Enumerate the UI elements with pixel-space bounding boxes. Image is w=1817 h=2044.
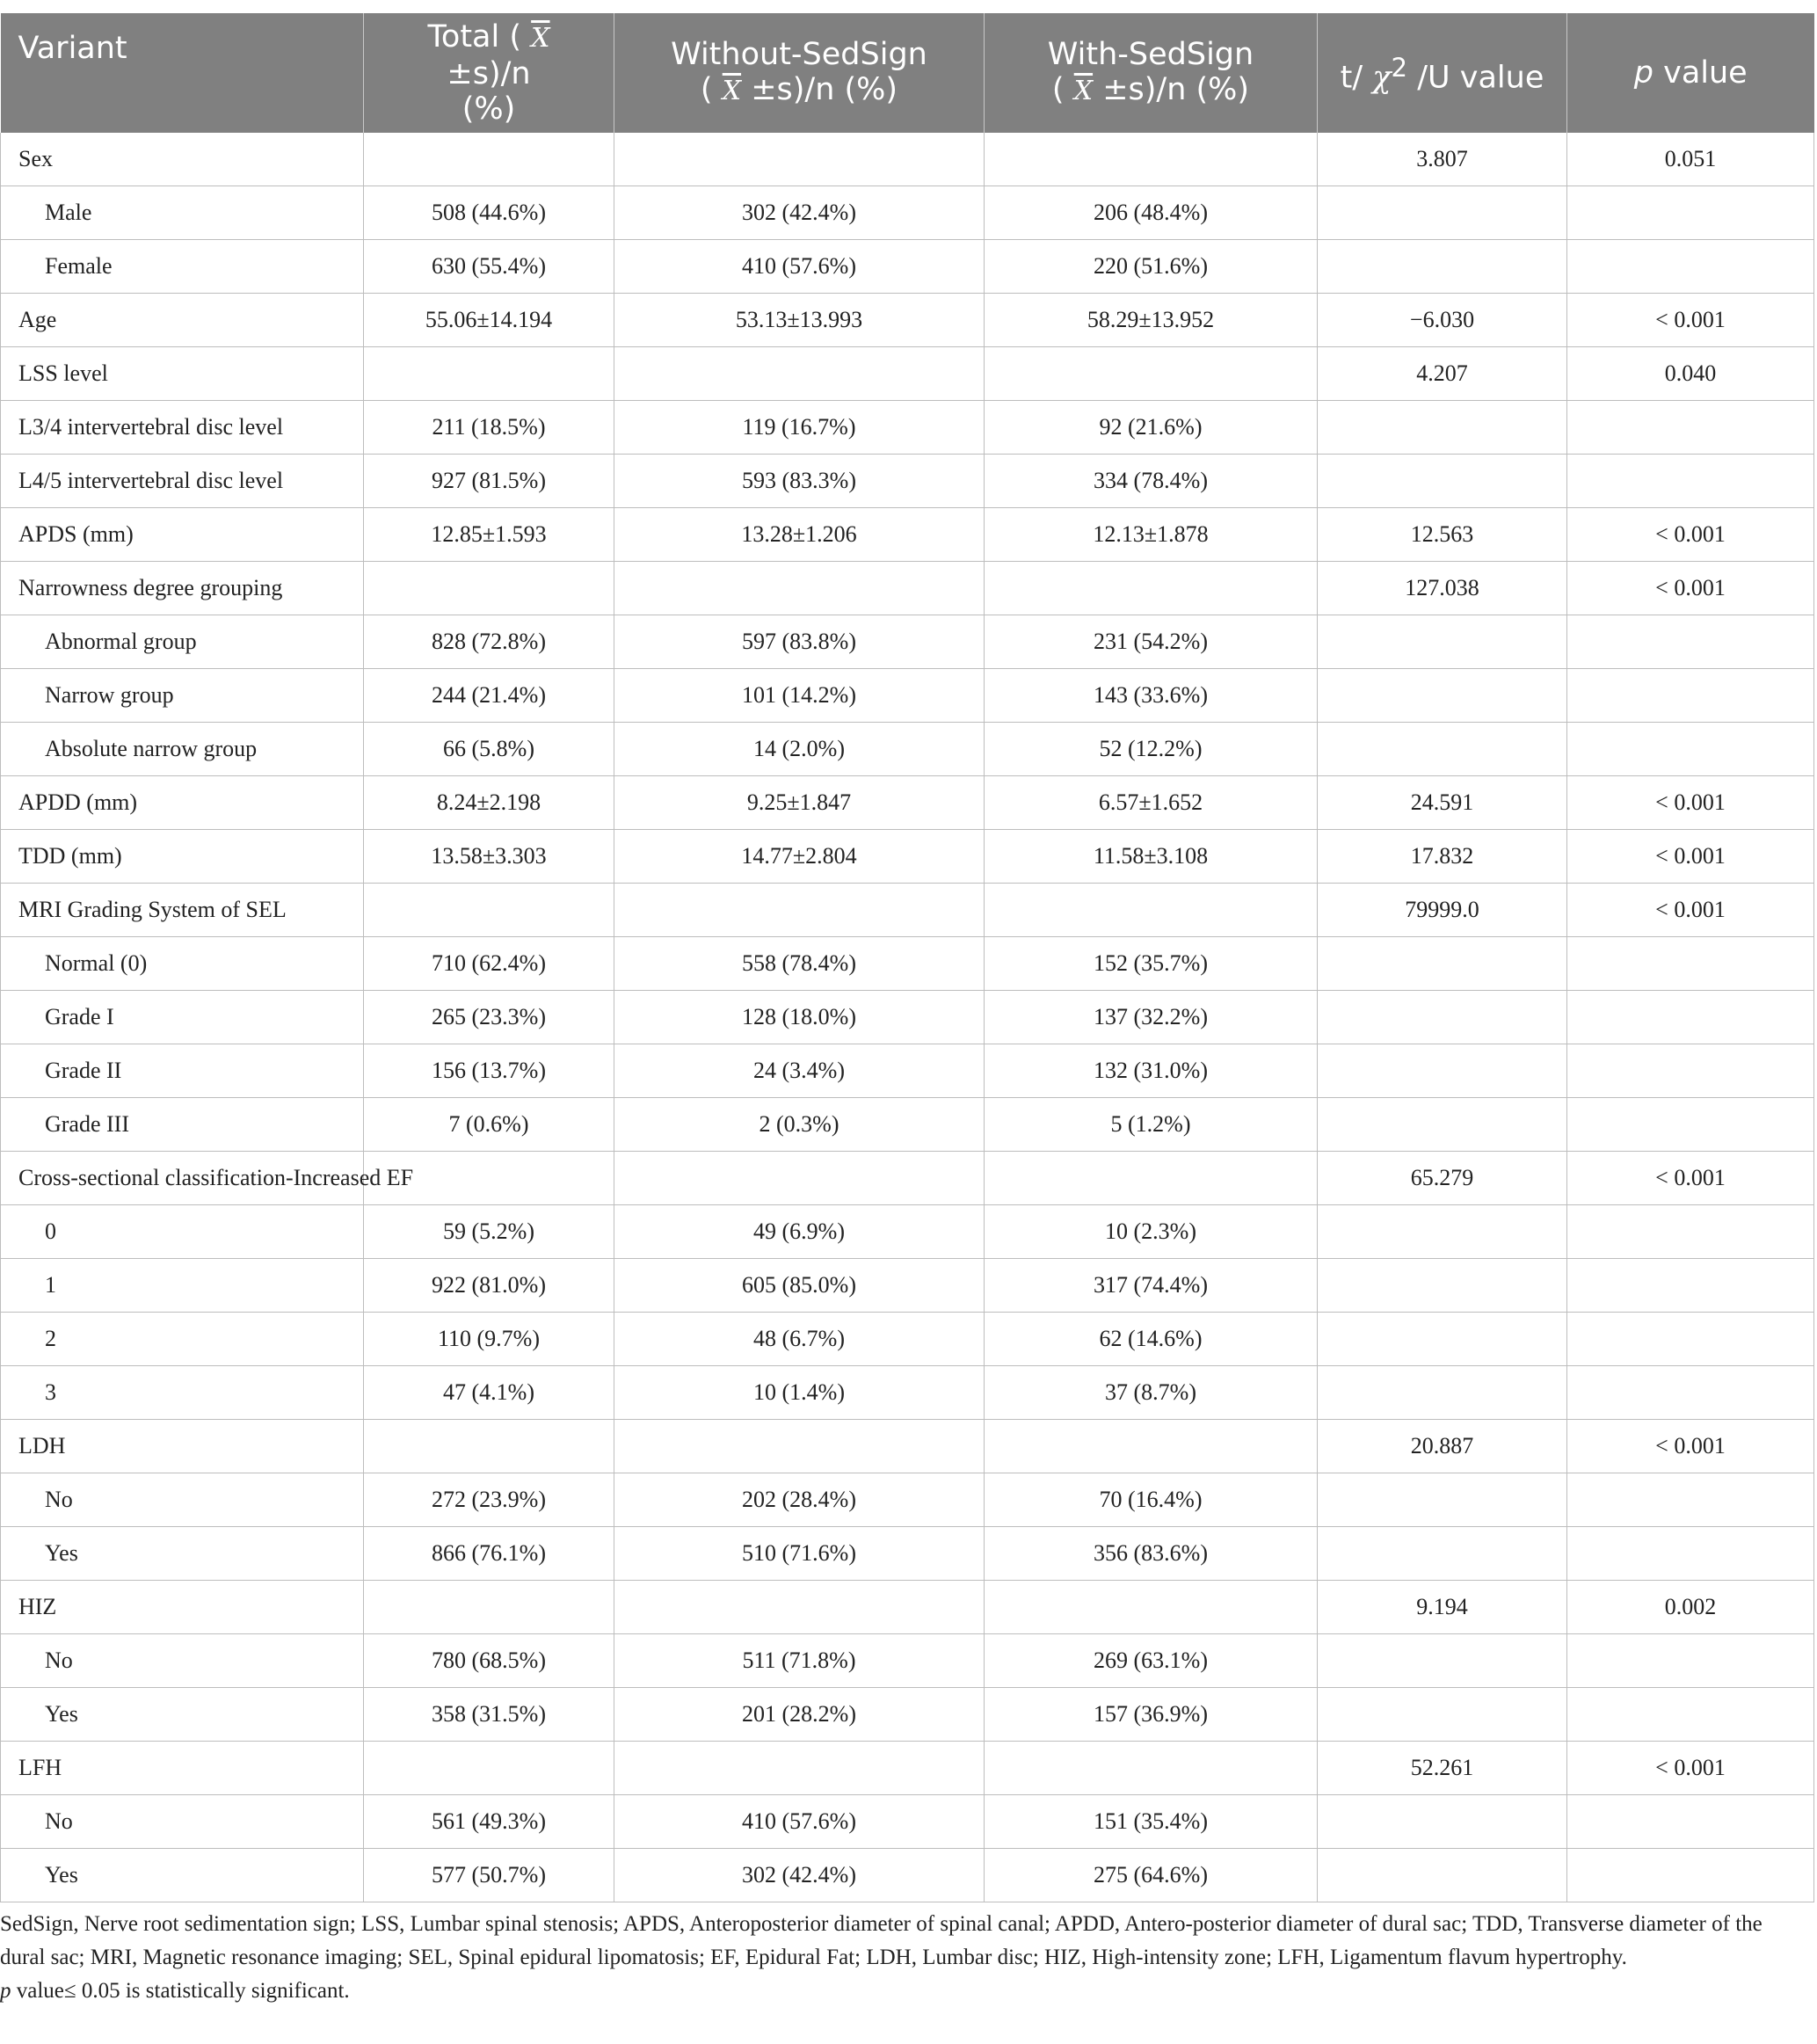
cell-with-sedsign: 206 (48.4%) [985,186,1318,240]
cell-statistic [1318,1688,1567,1742]
cell-variant: HIZ [1,1581,364,1634]
cell-p-value [1567,723,1814,776]
table-row [1,1098,1814,1152]
table-row [1,669,1814,723]
abbreviations-note: SedSign, Nerve root sedimentation sign; LSS, Lumbar spinal stenosis; APDS, Anteroposterior diameter of spinal canal; APDD, Antero-posterior diameter of dural sac; TDD, Transverse diameter of the dural sac; MRI, Magnetic resonance imaging; SEL, Spinal epidural lipomatosis; EF, Epidural Fat; LDH, Lumbar disc; HIZ, High-intensity zone; LFH, Ligamentum flavum hypertrophy. [0,1912,1762,1969]
table-row [1,1313,1814,1366]
cell-variant: 1 [1,1259,364,1313]
header-p-italic: p [1633,55,1653,91]
cell-statistic: 12.563 [1318,508,1567,562]
cell-variant: 3 [1,1366,364,1420]
cell-variant: Narrow group [1,669,364,723]
cell-statistic [1318,240,1567,294]
cell-variant: Cross-sectional classification-Increased EF [1,1152,364,1205]
cell-statistic [1318,669,1567,723]
table-row [1,1420,1814,1473]
cell-total: 110 (9.7%) [364,1313,614,1366]
cell-p-value: 0.040 [1567,347,1814,401]
cell-without-sedsign: 302 (42.4%) [614,1849,985,1902]
cell-p-value [1567,1473,1814,1527]
cell-statistic [1318,1205,1567,1259]
cell-variant: No [1,1795,364,1849]
cell-variant: Normal (0) [1,937,364,991]
cell-variant: Grade I [1,991,364,1044]
cell-variant: TDD (mm) [1,830,364,884]
cell-p-value [1567,1044,1814,1098]
cell-variant: LFH [1,1742,364,1795]
cell-variant: Grade III [1,1098,364,1152]
cell-without-sedsign [614,562,985,615]
cell-statistic [1318,1634,1567,1688]
cell-statistic: 17.832 [1318,830,1567,884]
table-row [1,1795,1814,1849]
cell-with-sedsign: 70 (16.4%) [985,1473,1318,1527]
cell-total: 922 (81.0%) [364,1259,614,1313]
cell-statistic: 20.887 [1318,1420,1567,1473]
table-row [1,723,1814,776]
cell-with-sedsign: 10 (2.3%) [985,1205,1318,1259]
cell-total [364,1581,614,1634]
cell-without-sedsign: 202 (28.4%) [614,1473,985,1527]
table-row [1,615,1814,669]
cell-total: 156 (13.7%) [364,1044,614,1098]
cell-total [364,562,614,615]
cell-total: 47 (4.1%) [364,1366,614,1420]
table-header [1,13,1814,133]
cell-total [364,347,614,401]
cell-total: 59 (5.2%) [364,1205,614,1259]
cell-with-sedsign: 58.29±13.952 [985,294,1318,347]
cell-without-sedsign: 53.13±13.993 [614,294,985,347]
cell-without-sedsign: 410 (57.6%) [614,240,985,294]
cell-with-sedsign: 52 (12.2%) [985,723,1318,776]
cell-statistic [1318,1044,1567,1098]
cell-p-value: < 0.001 [1567,562,1814,615]
cell-statistic [1318,991,1567,1044]
header-with-sedsign [985,13,1318,133]
cell-variant: Male [1,186,364,240]
cell-without-sedsign [614,1742,985,1795]
table-row [1,401,1814,455]
header-total-line2: (%) [462,91,516,127]
cell-statistic [1318,1366,1567,1420]
cell-without-sedsign: 14 (2.0%) [614,723,985,776]
cell-variant: Narrowness degree grouping [1,562,364,615]
header-stat-post: /U value [1417,60,1544,96]
cell-p-value [1567,1205,1814,1259]
cell-total: 211 (18.5%) [364,401,614,455]
cell-total: 561 (49.3%) [364,1795,614,1849]
cell-with-sedsign [985,1152,1318,1205]
cell-total: 866 (76.1%) [364,1527,614,1581]
cell-total: 265 (23.3%) [364,991,614,1044]
cell-statistic [1318,615,1567,669]
cell-total: 66 (5.8%) [364,723,614,776]
table-row [1,1634,1814,1688]
cell-with-sedsign: 6.57±1.652 [985,776,1318,830]
cell-p-value: < 0.001 [1567,294,1814,347]
table-row [1,294,1814,347]
table-row [1,937,1814,991]
cell-total: 12.85±1.593 [364,508,614,562]
cell-p-value [1567,615,1814,669]
cell-without-sedsign: 14.77±2.804 [614,830,985,884]
table-row [1,186,1814,240]
cell-p-value [1567,1849,1814,1902]
cell-with-sedsign [985,133,1318,186]
table-row [1,776,1814,830]
cell-without-sedsign: 597 (83.8%) [614,615,985,669]
cell-without-sedsign: 128 (18.0%) [614,991,985,1044]
table-body [1,133,1814,1902]
header-without-line1: Without-SedSign [671,37,927,72]
cell-statistic: 65.279 [1318,1152,1567,1205]
cell-total: 710 (62.4%) [364,937,614,991]
cell-p-value [1567,1795,1814,1849]
results-table-container [0,13,1813,1902]
cell-p-value: 0.051 [1567,133,1814,186]
cell-without-sedsign [614,133,985,186]
cell-total [364,1742,614,1795]
header-p-value [1567,13,1814,133]
cell-total: 828 (72.8%) [364,615,614,669]
cell-statistic [1318,937,1567,991]
cell-without-sedsign: 24 (3.4%) [614,1044,985,1098]
cell-p-value: < 0.001 [1567,884,1814,937]
cell-with-sedsign [985,1420,1318,1473]
cell-p-value: < 0.001 [1567,1420,1814,1473]
cell-total: 358 (31.5%) [364,1688,614,1742]
cell-p-value [1567,1259,1814,1313]
cell-with-sedsign: 12.13±1.878 [985,508,1318,562]
header-stat-pre: t/ [1340,60,1363,96]
cell-without-sedsign: 10 (1.4%) [614,1366,985,1420]
cell-without-sedsign: 605 (85.0%) [614,1259,985,1313]
chi-superscript: 2 [1391,53,1408,84]
cell-p-value: < 0.001 [1567,1742,1814,1795]
cell-variant: MRI Grading System of SEL [1,884,364,937]
cell-total: 8.24±2.198 [364,776,614,830]
header-total-post: ±s)/n [447,56,531,91]
cell-without-sedsign: 302 (42.4%) [614,186,985,240]
cell-p-value [1567,991,1814,1044]
cell-without-sedsign [614,1152,985,1205]
cell-p-value: < 0.001 [1567,830,1814,884]
table-row [1,347,1814,401]
cell-variant: LDH [1,1420,364,1473]
table-row [1,1473,1814,1527]
table-row [1,1205,1814,1259]
cell-p-value [1567,240,1814,294]
cell-variant: Yes [1,1527,364,1581]
table-row [1,1044,1814,1098]
cell-without-sedsign: 593 (83.3%) [614,455,985,508]
cell-without-sedsign: 48 (6.7%) [614,1313,985,1366]
cell-variant: L3/4 intervertebral disc level [1,401,364,455]
cell-total: 55.06±14.194 [364,294,614,347]
cell-total: 630 (55.4%) [364,240,614,294]
cell-with-sedsign: 11.58±3.108 [985,830,1318,884]
xbar-symbol: $\overline{X}$ [1073,76,1094,106]
cell-with-sedsign [985,1581,1318,1634]
header-p-rest: value [1653,55,1748,91]
cell-variant: Yes [1,1688,364,1742]
cell-statistic: 127.038 [1318,562,1567,615]
significance-text: value≤ 0.05 is statistically significant. [11,1979,350,2003]
cell-without-sedsign: 410 (57.6%) [614,1795,985,1849]
cell-with-sedsign: 231 (54.2%) [985,615,1318,669]
cell-p-value [1567,1688,1814,1742]
header-with-pre: ( [1051,72,1065,107]
cell-without-sedsign: 9.25±1.847 [614,776,985,830]
cell-statistic [1318,1098,1567,1152]
cell-without-sedsign: 2 (0.3%) [614,1098,985,1152]
cell-without-sedsign [614,1581,985,1634]
cell-p-value [1567,1313,1814,1366]
cell-without-sedsign: 511 (71.8%) [614,1634,985,1688]
significance-note [0,1975,1793,2008]
cell-with-sedsign: 92 (21.6%) [985,401,1318,455]
header-without-sedsign [614,13,985,133]
header-with-line1: With-SedSign [1047,37,1254,72]
cell-variant: 0 [1,1205,364,1259]
cell-statistic [1318,455,1567,508]
cell-variant: APDD (mm) [1,776,364,830]
cell-total: 7 (0.6%) [364,1098,614,1152]
cell-with-sedsign: 317 (74.4%) [985,1259,1318,1313]
cell-with-sedsign: 132 (31.0%) [985,1044,1318,1098]
cell-p-value [1567,186,1814,240]
cell-statistic [1318,1313,1567,1366]
cell-without-sedsign: 49 (6.9%) [614,1205,985,1259]
cell-statistic: −6.030 [1318,294,1567,347]
cell-with-sedsign: 151 (35.4%) [985,1795,1318,1849]
cell-p-value: 0.002 [1567,1581,1814,1634]
xbar-symbol: $\overline{X}$ [531,23,550,54]
cell-without-sedsign: 13.28±1.206 [614,508,985,562]
cell-p-value [1567,401,1814,455]
cell-p-value [1567,1098,1814,1152]
table-row [1,562,1814,615]
table-row [1,1527,1814,1581]
table-row [1,830,1814,884]
cell-with-sedsign: 62 (14.6%) [985,1313,1318,1366]
cell-with-sedsign: 334 (78.4%) [985,455,1318,508]
cell-variant: No [1,1473,364,1527]
cell-statistic [1318,1795,1567,1849]
cell-with-sedsign: 269 (63.1%) [985,1634,1318,1688]
cell-statistic: 52.261 [1318,1742,1567,1795]
table-row [1,133,1814,186]
cell-variant: Age [1,294,364,347]
results-table [0,13,1814,1902]
table-row [1,1152,1814,1205]
cell-variant: APDS (mm) [1,508,364,562]
cell-total: 508 (44.6%) [364,186,614,240]
table-row [1,455,1814,508]
header-total [364,13,614,133]
cell-without-sedsign [614,1420,985,1473]
cell-with-sedsign: 137 (32.2%) [985,991,1318,1044]
cell-p-value: < 0.001 [1567,1152,1814,1205]
table-row [1,1259,1814,1313]
header-total-pre: Total ( [427,19,522,55]
cell-variant: Sex [1,133,364,186]
header-without-pre: ( [700,72,713,107]
cell-with-sedsign: 157 (36.9%) [985,1688,1318,1742]
cell-variant: Grade II [1,1044,364,1098]
cell-total: 780 (68.5%) [364,1634,614,1688]
table-row [1,1688,1814,1742]
cell-without-sedsign: 558 (78.4%) [614,937,985,991]
cell-total: 927 (81.5%) [364,455,614,508]
cell-with-sedsign [985,347,1318,401]
cell-statistic [1318,186,1567,240]
cell-p-value: < 0.001 [1567,508,1814,562]
table-row [1,1742,1814,1795]
cell-variant: Abnormal group [1,615,364,669]
cell-variant: 2 [1,1313,364,1366]
cell-without-sedsign [614,884,985,937]
cell-statistic [1318,723,1567,776]
header-row [1,13,1814,133]
cell-variant: LSS level [1,347,364,401]
cell-with-sedsign: 275 (64.6%) [985,1849,1318,1902]
cell-variant: Yes [1,1849,364,1902]
cell-with-sedsign [985,562,1318,615]
cell-p-value [1567,937,1814,991]
cell-with-sedsign: 356 (83.6%) [985,1527,1318,1581]
table-row [1,884,1814,937]
cell-statistic: 24.591 [1318,776,1567,830]
cell-total [364,884,614,937]
header-variant: Variant [1,13,364,133]
cell-with-sedsign: 5 (1.2%) [985,1098,1318,1152]
cell-p-value: < 0.001 [1567,776,1814,830]
header-with-post: ±s)/n (%) [1102,72,1250,107]
cell-statistic: 79999.0 [1318,884,1567,937]
cell-total [364,1420,614,1473]
cell-statistic [1318,1849,1567,1902]
table-row [1,991,1814,1044]
cell-statistic [1318,1473,1567,1527]
table-row [1,1366,1814,1420]
table-row [1,1849,1814,1902]
cell-without-sedsign: 510 (71.6%) [614,1527,985,1581]
cell-variant: Female [1,240,364,294]
cell-p-value [1567,455,1814,508]
cell-without-sedsign [614,347,985,401]
cell-with-sedsign [985,884,1318,937]
table-row [1,508,1814,562]
cell-statistic: 4.207 [1318,347,1567,401]
cell-with-sedsign: 143 (33.6%) [985,669,1318,723]
cell-without-sedsign: 119 (16.7%) [614,401,985,455]
cell-statistic [1318,401,1567,455]
cell-total: 577 (50.7%) [364,1849,614,1902]
cell-statistic: 3.807 [1318,133,1567,186]
table-row [1,240,1814,294]
cell-without-sedsign: 101 (14.2%) [614,669,985,723]
cell-statistic [1318,1527,1567,1581]
cell-statistic [1318,1259,1567,1313]
cell-total: 244 (21.4%) [364,669,614,723]
cell-total: 13.58±3.303 [364,830,614,884]
header-without-post: ±s)/n (%) [751,72,898,107]
cell-with-sedsign: 37 (8.7%) [985,1366,1318,1420]
cell-with-sedsign: 152 (35.7%) [985,937,1318,991]
cell-p-value [1567,1366,1814,1420]
significance-p-italic: p [0,1979,11,2003]
cell-p-value [1567,1634,1814,1688]
header-statistic [1318,13,1567,133]
table-footnotes [0,1908,1793,2008]
xbar-symbol: $\overline{X}$ [722,76,742,106]
cell-total: 272 (23.9%) [364,1473,614,1527]
chi-symbol: χ [1372,60,1392,96]
table-row [1,1581,1814,1634]
cell-total [364,133,614,186]
cell-variant: L4/5 intervertebral disc level [1,455,364,508]
cell-variant: Absolute narrow group [1,723,364,776]
cell-with-sedsign [985,1742,1318,1795]
cell-statistic: 9.194 [1318,1581,1567,1634]
cell-p-value [1567,1527,1814,1581]
cell-with-sedsign: 220 (51.6%) [985,240,1318,294]
cell-variant: No [1,1634,364,1688]
cell-p-value [1567,669,1814,723]
cell-without-sedsign: 201 (28.2%) [614,1688,985,1742]
